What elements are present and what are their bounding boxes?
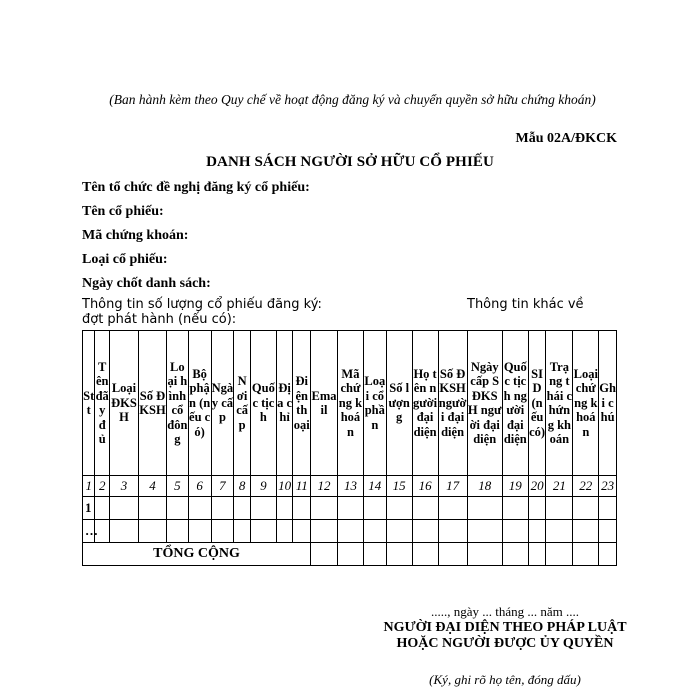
registered-quantity-label: Thông tin số lượng cổ phiếu đăng ký: xyxy=(82,297,322,312)
field-organization-name: Tên tổ chức đề nghị đăng ký cổ phiếu: xyxy=(82,180,310,195)
column-number: 2 xyxy=(95,476,110,497)
header-cell: Loại chứng khoán xyxy=(573,331,599,476)
header-cell: Số ĐKSH xyxy=(138,331,166,476)
header-cell: Loại cổ phần xyxy=(363,331,386,476)
table-row xyxy=(83,497,617,520)
header-cell: Ngày cấp xyxy=(211,331,234,476)
column-number: 11 xyxy=(293,476,311,497)
form-code: Mẫu 02A/ĐKCK xyxy=(515,131,617,146)
issuance-label: đợt phát hành (nếu có): xyxy=(82,312,237,327)
row-index: … xyxy=(83,520,95,543)
column-number: 1 xyxy=(83,476,95,497)
column-number-row xyxy=(83,476,617,497)
column-number: 21 xyxy=(546,476,573,497)
header-cell: Loại hình cổ đông xyxy=(166,331,188,476)
header-cell: Số lượng xyxy=(386,331,412,476)
column-number: 22 xyxy=(573,476,599,497)
header-cell: SID (nếu có) xyxy=(528,331,546,476)
decree-reference: (Ban hành kèm theo Quy chế về hoạt động đăng ký và chuyển quyền sở hữu chứng khoán) xyxy=(109,92,596,107)
field-record-date: Ngày chốt danh sách: xyxy=(82,276,211,291)
header-cell: Quốc tịch xyxy=(250,331,276,476)
shareholder-table xyxy=(82,330,617,566)
column-number: 5 xyxy=(166,476,188,497)
column-number: 15 xyxy=(386,476,412,497)
header-cell: Trạng thái chứng khoán xyxy=(546,331,573,476)
column-number: 12 xyxy=(311,476,338,497)
header-cell: Stt xyxy=(83,331,95,476)
column-number: 16 xyxy=(412,476,438,497)
column-number: 23 xyxy=(599,476,617,497)
header-cell: Nơi cấp xyxy=(234,331,251,476)
header-cell: Email xyxy=(311,331,338,476)
registered-quantity-info xyxy=(82,297,322,327)
total-row xyxy=(83,543,617,566)
field-stock-type: Loại cổ phiếu: xyxy=(82,252,168,267)
table-row xyxy=(83,520,617,543)
column-number: 4 xyxy=(138,476,166,497)
total-label: TỔNG CỘNG xyxy=(83,543,311,566)
field-stock-code: Mã chứng khoán: xyxy=(82,228,189,243)
header-cell: Họ tên người đại diện xyxy=(412,331,438,476)
header-cell: Ngày cấp SĐKSH người đại diện xyxy=(467,331,502,476)
column-number: 13 xyxy=(337,476,363,497)
column-number: 10 xyxy=(276,476,293,497)
column-number: 9 xyxy=(250,476,276,497)
column-number: 8 xyxy=(234,476,251,497)
header-cell: Tên đã y đủ xyxy=(95,331,110,476)
column-number: 3 xyxy=(109,476,138,497)
header-cell: Điện thoại xyxy=(293,331,311,476)
header-cell: Ghi chú xyxy=(599,331,617,476)
other-info-label: Thông tin khác về xyxy=(467,297,584,312)
column-number: 17 xyxy=(438,476,467,497)
header-cell: Địa chỉ xyxy=(276,331,293,476)
header-cell: Bộ phận (nếu có) xyxy=(188,331,211,476)
column-number: 7 xyxy=(211,476,234,497)
signature-instruction: (Ký, ghi rõ họ tên, đóng dấu) xyxy=(429,672,581,687)
signature-date-line: ....., ngày ... tháng ... năm .... xyxy=(430,604,580,619)
column-number: 6 xyxy=(188,476,211,497)
column-number: 19 xyxy=(502,476,528,497)
header-cell: Số ĐKSH người đại diện xyxy=(438,331,467,476)
column-number: 20 xyxy=(528,476,546,497)
header-cell: Mã chứng khoán xyxy=(337,331,363,476)
column-number: 18 xyxy=(467,476,502,497)
field-stock-name: Tên cổ phiếu: xyxy=(82,204,164,219)
header-row xyxy=(83,331,617,476)
column-number: 14 xyxy=(363,476,386,497)
header-cell: Loại ĐKSH xyxy=(109,331,138,476)
document-title: DANH SÁCH NGƯỜI SỞ HỮU CỔ PHIẾU xyxy=(206,154,494,170)
header-cell: Quốc tịch người đại diện xyxy=(502,331,528,476)
row-index: 1 xyxy=(83,497,95,520)
signatory-title: NGƯỜI ĐẠI DIỆN THEO PHÁP LUẬT HOẶC NGƯỜI ĐƯỢC ỦY QUYỀN xyxy=(383,620,627,651)
